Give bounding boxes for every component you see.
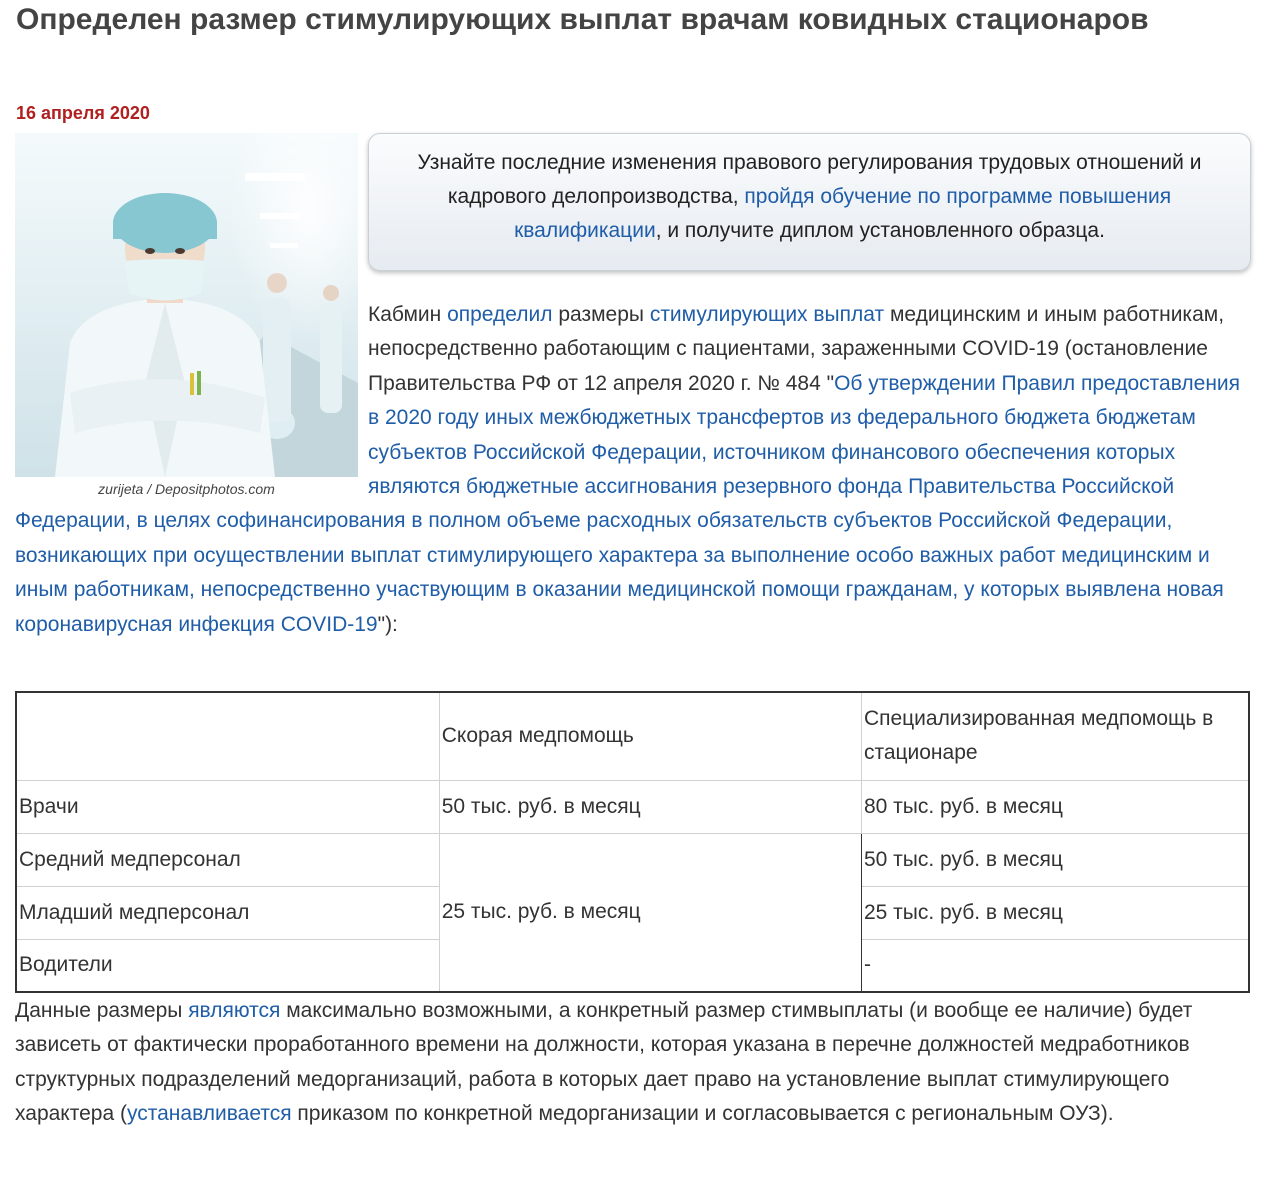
outro-text-3: приказом по конкретной медорганизации и согласовывается с региональным ОУЗ).: [291, 1102, 1114, 1126]
closing-paragraph: [15, 994, 1255, 1132]
article-title: Определен размер стимулирующих выплат врачам ковидных стационаров: [16, 3, 1149, 36]
outro-text-1: Данные размеры: [15, 999, 189, 1022]
cell-doctors-emergency: 50 тыс. руб. в месяц: [439, 780, 861, 833]
lead-text-3: медицинским и иным работникам, непосредственно работающим с пациентами, зараженными COVID-19 (остановление Правительства РФ от 12 апреля 2020 г. № 484 ": [368, 303, 1225, 395]
lead-link-decree-title[interactable]: Об утверждении Правил предоставления в 2020 году иных межбюджетных трансфертов из федерального бюджета бюджетам субъектов Российской Федерации, источником финансового обеспечения которых являются бюджетные ассигнования резервного фонда Правительства Российской Федерации, в целях софинансирования в полном объеме расходных обязательств субъектов Российской Федерации, возникающих при осуществлении выплат стимулирующего характера за выполнение особо важных работ медицинским и иным работникам, непосредственно участвующим в оказании медицинской помощи гражданам, у которых выявлена новая коронавирусная инфекция COVID-19: [15, 371, 1241, 636]
table-header-emergency: Скорая медпомощь: [439, 692, 861, 780]
row-label-doctors: Врачи: [16, 780, 439, 833]
training-promo-box: [368, 133, 1251, 271]
outro-link-are[interactable]: являются: [188, 999, 281, 1022]
table-row: [16, 780, 1249, 833]
cell-junior-staff-hospital: 25 тыс. руб. в месяц: [861, 886, 1249, 939]
cell-drivers-hospital: -: [861, 939, 1249, 992]
cell-merged-emergency: 25 тыс. руб. в месяц: [439, 833, 861, 992]
outro-text-2: максимально возможными, а конкретный размер стимвыплаты (и вообще ее наличие) будет зависеть от фактически проработанного времени на должности, которая указана в перечне должностей медработников структурных подразделений медорганизаций, работа в которых дает право на установление выплат стимулирующего характера (: [15, 999, 1193, 1126]
lead-text-4: "):: [377, 612, 398, 636]
training-program-link[interactable]: пройдя обучение по программе повышения квалификации: [514, 185, 1172, 242]
lead-link-determined[interactable]: определил: [447, 303, 553, 326]
cell-doctors-hospital: 80 тыс. руб. в месяц: [861, 780, 1249, 833]
promo-text-after: , и получите диплом установленного образца.: [655, 219, 1105, 242]
table-row: [16, 833, 1249, 886]
lead-text-1: Кабмин: [368, 303, 448, 326]
promo-text-before: Узнайте последние изменения правового регулирования трудовых отношений и кадрового делопроизводства,: [417, 151, 1202, 208]
table-header-hospital: Специализированная медпомощь в стационаре: [861, 692, 1249, 780]
outro-link-established[interactable]: устанавливается: [126, 1102, 292, 1126]
payments-table: [15, 691, 1250, 993]
table-header-row: [16, 692, 1249, 780]
article-date: 16 апреля 2020: [16, 103, 150, 123]
cell-mid-staff-hospital: 50 тыс. руб. в месяц: [861, 833, 1249, 886]
row-label-junior-staff: Младший медперсонал: [16, 886, 439, 939]
photo-caption: zurijeta / Depositphotos.com: [98, 481, 275, 497]
lead-link-incentive-payments[interactable]: стимулирующих выплат: [649, 303, 885, 326]
lead-text-2: размеры: [552, 303, 650, 326]
row-label-mid-staff: Средний медперсонал: [16, 833, 439, 886]
lead-paragraph: [15, 298, 1255, 642]
row-label-drivers: Водители: [16, 939, 439, 992]
table-header-empty: [16, 692, 439, 780]
